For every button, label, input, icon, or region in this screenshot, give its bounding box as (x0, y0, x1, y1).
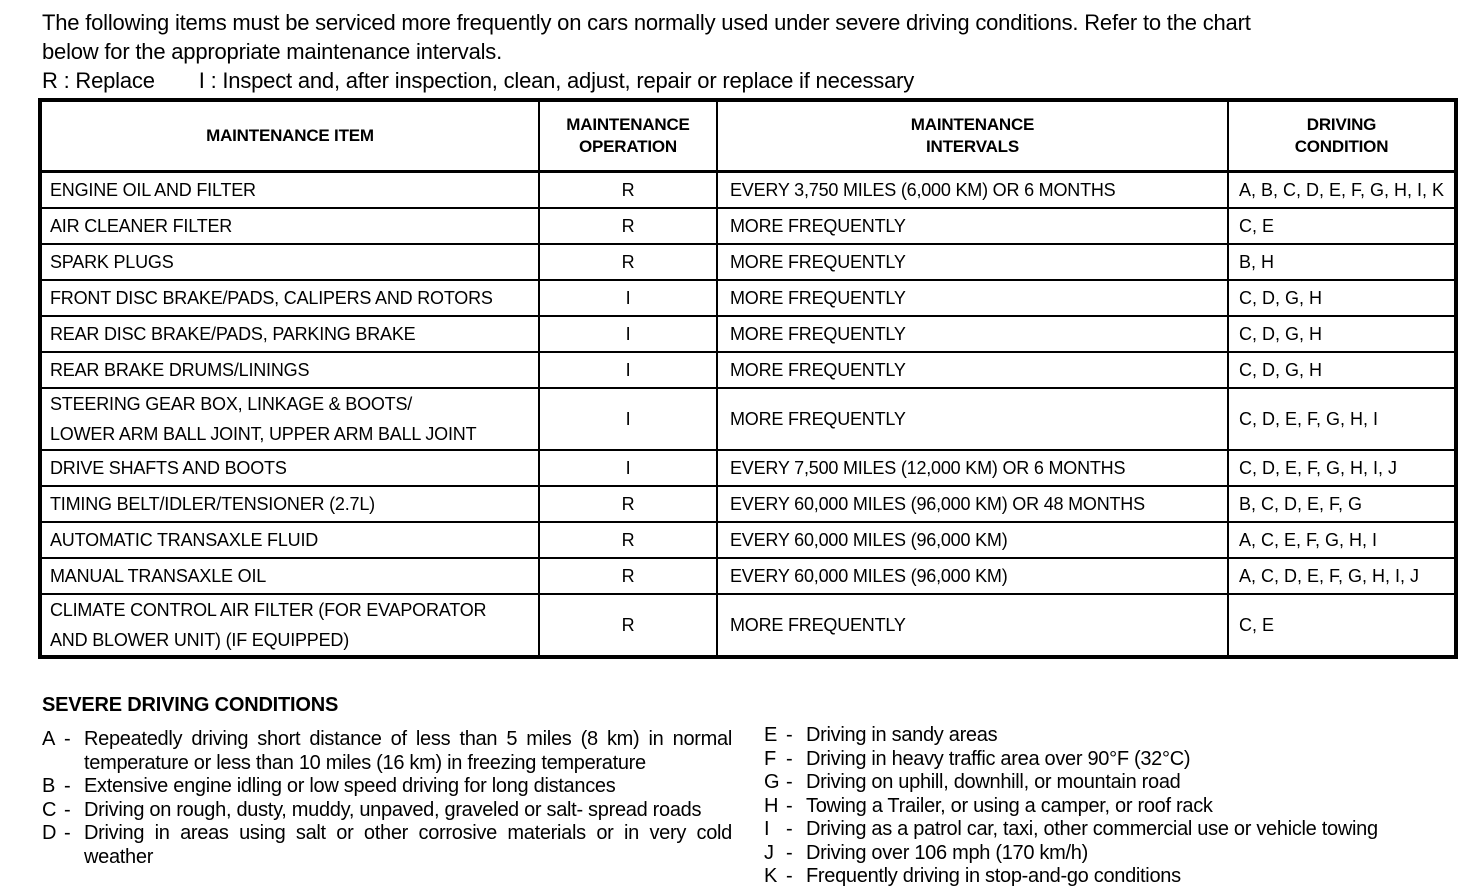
cell-condition: C, E (1228, 208, 1456, 244)
condition-item-g (764, 771, 1464, 795)
condition-text: Driving over 106 mph (170 km/h) (806, 841, 1088, 864)
table-header-row (40, 100, 1456, 172)
cell-item: AIR CLEANER FILTER (40, 208, 539, 244)
condition-text: Extensive engine idling or low speed driving for long distances (84, 775, 616, 797)
cell-condition: B, C, D, E, F, G (1228, 486, 1456, 522)
cell-condition: C, D, G, H (1228, 316, 1456, 352)
condition-dash: - (64, 822, 71, 844)
cell-condition: C, E (1228, 594, 1456, 657)
cell-operation: R (539, 172, 717, 209)
table-row (40, 280, 1456, 316)
table-row (40, 522, 1456, 558)
condition-dash: - (64, 775, 71, 797)
cell-condition: A, C, D, E, F, G, H, I, J (1228, 558, 1456, 594)
condition-code: E (764, 724, 778, 746)
table-row (40, 388, 1456, 450)
condition-code: J (764, 841, 774, 864)
condition-text: Driving in areas using salt or other corrosive materials or in very cold weather (84, 822, 732, 868)
cell-item: AUTOMATIC TRANSAXLE FLUID (40, 522, 539, 558)
header-maintenance-operation: MAINTENANCE OPERATION (539, 100, 717, 172)
table-row (40, 172, 1456, 209)
cell-interval: EVERY 60,000 MILES (96,000 KM) (717, 522, 1228, 558)
cell-condition: B, H (1228, 244, 1456, 280)
header-maintenance-intervals: MAINTENANCE INTERVALS (717, 100, 1228, 172)
table-row (40, 352, 1456, 388)
condition-item-j (764, 842, 1464, 866)
cell-item: DRIVE SHAFTS AND BOOTS (40, 450, 539, 486)
cell-interval: MORE FREQUENTLY (717, 388, 1228, 450)
cell-interval: MORE FREQUENTLY (717, 244, 1228, 280)
table-row (40, 244, 1456, 280)
condition-code: A (42, 728, 56, 750)
condition-item-e (764, 724, 1464, 748)
condition-item-d (42, 822, 732, 869)
intro-line-2: below for the appropriate maintenance intervals. (42, 39, 503, 64)
table-row (40, 486, 1456, 522)
condition-code: F (764, 747, 776, 770)
cell-item: CLIMATE CONTROL AIR FILTER (FOR EVAPORATOR AND BLOWER UNIT) (IF EQUIPPED) (40, 594, 539, 657)
header-driving-condition: DRIVING CONDITION (1228, 100, 1456, 172)
legend-replace: R : Replace (42, 68, 155, 93)
condition-item-f (764, 748, 1464, 772)
cell-interval: EVERY 60,000 MILES (96,000 KM) OR 48 MONTHS (717, 486, 1228, 522)
cell-operation: I (539, 352, 717, 388)
cell-item: ENGINE OIL AND FILTER (40, 172, 539, 209)
cell-item: TIMING BELT/IDLER/TENSIONER (2.7L) (40, 486, 539, 522)
condition-code: K (764, 865, 778, 887)
condition-text: Towing a Trailer, or using a camper, or roof rack (806, 794, 1213, 817)
condition-text: Repeatedly driving short distance of less than 5 miles (8 km) in normal temperature or less than 10 miles (16 km) in freezing temperature (84, 728, 732, 774)
intro-text (42, 8, 1462, 95)
operation-legend (42, 66, 1462, 95)
cell-interval: MORE FREQUENTLY (717, 352, 1228, 388)
condition-text: Driving as a patrol car, taxi, other commercial use or vehicle towing (806, 818, 1378, 840)
cell-operation: I (539, 280, 717, 316)
cell-operation: I (539, 388, 717, 450)
condition-text: Driving in sandy areas (806, 724, 998, 746)
condition-code: B (42, 775, 56, 797)
severe-conditions-title: SEVERE DRIVING CONDITIONS (42, 694, 339, 716)
cell-item: STEERING GEAR BOX, LINKAGE & BOOTS/ LOWER ARM BALL JOINT, UPPER ARM BALL JOINT (40, 388, 539, 450)
cell-interval: MORE FREQUENTLY (717, 208, 1228, 244)
condition-text: Driving on uphill, downhill, or mountain road (806, 771, 1181, 793)
cell-operation: R (539, 594, 717, 657)
cell-interval: EVERY 3,750 MILES (6,000 KM) OR 6 MONTHS (717, 172, 1228, 209)
condition-code: D (42, 822, 57, 844)
intro-line-1: The following items must be serviced more frequently on cars normally used under severe driving conditions. Refer to the chart (42, 10, 1251, 35)
table-row (40, 558, 1456, 594)
cell-item: MANUAL TRANSAXLE OIL (40, 558, 539, 594)
table-row (40, 594, 1456, 657)
cell-condition: C, D, E, F, G, H, I, J (1228, 450, 1456, 486)
condition-text: Driving in heavy traffic area over 90°F (32°C) (806, 747, 1191, 770)
cell-operation: R (539, 208, 717, 244)
condition-dash: - (64, 798, 71, 821)
cell-operation: I (539, 316, 717, 352)
cell-item: REAR BRAKE DRUMS/LININGS (40, 352, 539, 388)
cell-operation: I (539, 450, 717, 486)
cell-interval: MORE FREQUENTLY (717, 280, 1228, 316)
condition-code: H (764, 794, 779, 817)
condition-code: C (42, 798, 57, 821)
table-row (40, 450, 1456, 486)
condition-text: Frequently driving in stop-and-go conditions (806, 865, 1181, 887)
condition-dash: - (786, 724, 793, 746)
cell-interval: MORE FREQUENTLY (717, 594, 1228, 657)
cell-item: SPARK PLUGS (40, 244, 539, 280)
cell-item: FRONT DISC BRAKE/PADS, CALIPERS AND ROTORS (40, 280, 539, 316)
condition-dash: - (786, 771, 793, 793)
condition-item-k (764, 865, 1464, 889)
table-row (40, 208, 1456, 244)
cell-condition: A, C, E, F, G, H, I (1228, 522, 1456, 558)
header-maintenance-item: MAINTENANCE ITEM (40, 100, 539, 172)
condition-code: I (764, 818, 770, 840)
condition-item-h (764, 795, 1464, 819)
condition-item-i (764, 818, 1464, 842)
condition-dash: - (786, 794, 793, 817)
severe-conditions-list-right (764, 724, 1464, 889)
condition-item-b (42, 775, 732, 799)
condition-text: Driving on rough, dusty, muddy, unpaved, graveled or salt- spread roads (84, 798, 702, 821)
condition-dash: - (64, 728, 71, 750)
condition-item-c (42, 799, 732, 823)
maintenance-table (38, 98, 1458, 659)
cell-operation: R (539, 244, 717, 280)
condition-item-a (42, 728, 732, 775)
cell-operation: R (539, 486, 717, 522)
condition-dash: - (786, 841, 793, 864)
condition-dash: - (786, 865, 793, 887)
condition-dash: - (786, 818, 793, 840)
cell-item: REAR DISC BRAKE/PADS, PARKING BRAKE (40, 316, 539, 352)
condition-code: G (764, 771, 780, 793)
cell-interval: EVERY 7,500 MILES (12,000 KM) OR 6 MONTHS (717, 450, 1228, 486)
cell-condition: C, D, E, F, G, H, I (1228, 388, 1456, 450)
severe-conditions-list-left (42, 728, 732, 869)
cell-operation: R (539, 558, 717, 594)
cell-condition: A, B, C, D, E, F, G, H, I, K (1228, 172, 1456, 209)
cell-interval: MORE FREQUENTLY (717, 316, 1228, 352)
table-row (40, 316, 1456, 352)
condition-dash: - (786, 747, 793, 770)
legend-inspect: I : Inspect and, after inspection, clean, adjust, repair or replace if necessary (198, 68, 915, 93)
cell-interval: EVERY 60,000 MILES (96,000 KM) (717, 558, 1228, 594)
cell-condition: C, D, G, H (1228, 352, 1456, 388)
cell-condition: C, D, G, H (1228, 280, 1456, 316)
cell-operation: R (539, 522, 717, 558)
